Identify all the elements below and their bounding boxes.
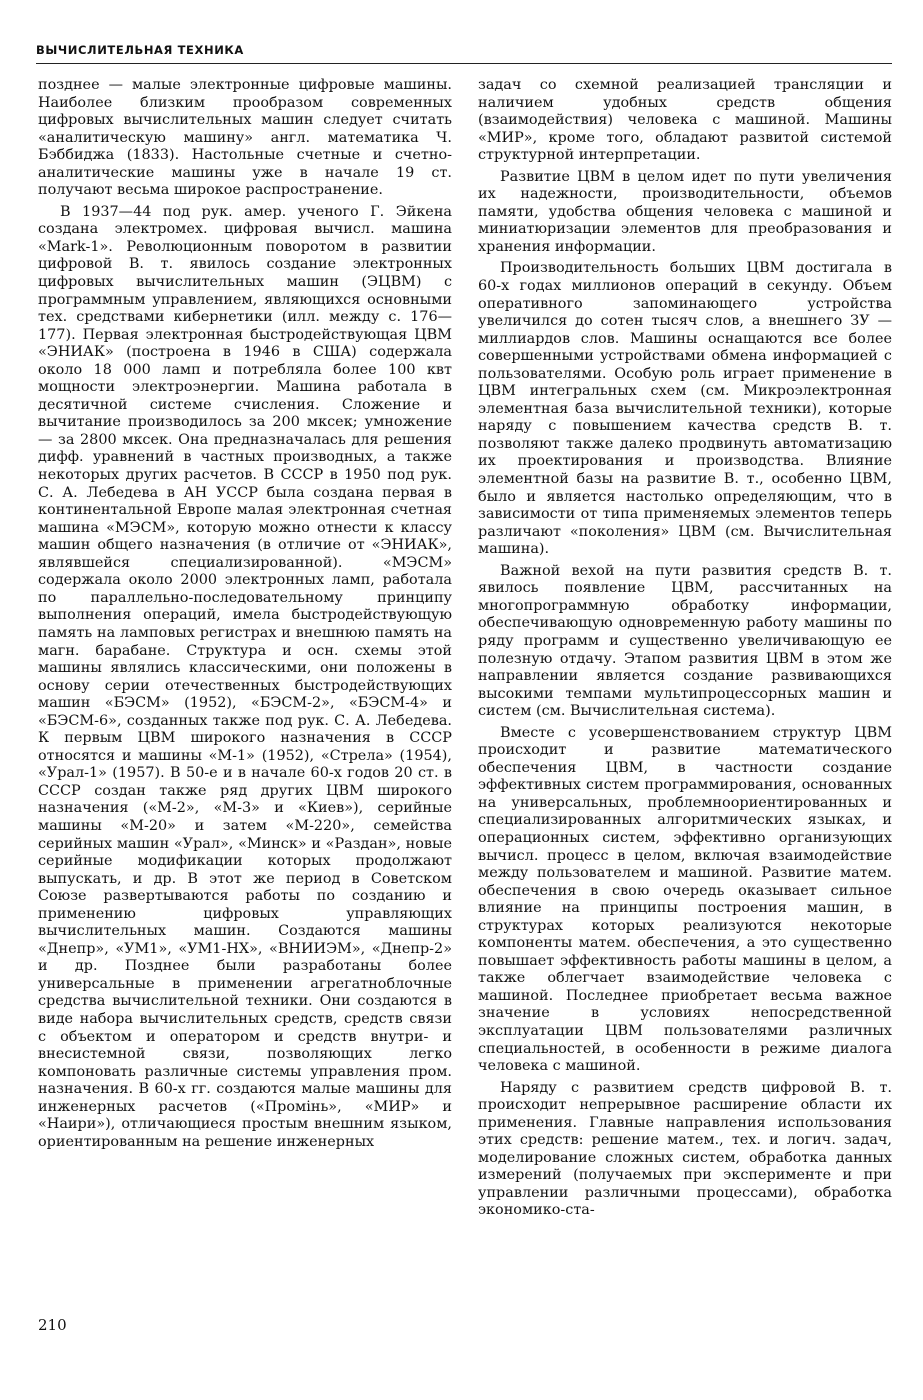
paragraph: Развитие ЦВМ в целом идет по пути увеличения их надежности, производительности, объемов памяти, удобства общения человека с машиной и миниатюризации элементов для преобразования и хранения информации. [478, 168, 892, 255]
page-number: 210 [38, 1316, 67, 1334]
paragraph: Наряду с развитием средств цифровой В. т. происходит непрерывное расширение области их применения. Главные направления использования этих средств: решение матем., тех. и логич. задач, моделирование сложных систем, обработка данных измерений (получаемых при эксперименте и при управлении различными процессами), обработка экономико-ста- [478, 1079, 892, 1219]
left-column [38, 77, 452, 1151]
paragraph: В 1937—44 под рук. амер. ученого Г. Эйкена создана электромех. цифровая вычисл. машина «Mark-1». Революционным поворотом в развитии цифровой В. т. явилось создание электронных цифровых вычислительных машин (ЭЦВМ) с программным управлением, являющихся основными тех. средствами кибернетики (илл. между с. 176—177). Первая электронная быстродействующая ЦВМ «ЭНИАК» (построена в 1946 в США) содержала около 18 000 ламп и потребляла более 100 квт мощности электроэнергии. Машина работала в десятичной системе счисления. Сложение и вычитание производилось за 200 мксек; умножение — за 2800 мксек. Она предназначалась для решения дифф. уравнений в частных производных, а также некоторых других расчетов. В СССР в 1950 под рук. С. А. Лебедева в АН УССР была создана первая в континентальной Европе малая электронная счетная машина «МЭСМ», которую можно отнести к классу машин общего назначения (в отличие от «ЭНИАК», являвшейся специализированной). «МЭСМ» содержала около 2000 электронных ламп, работала по параллельно-последовательному принципу выполнения операций, имела быстродействующую память на ламповых регистрах и внешнюю память на магн. барабане. Структура и осн. схемы этой машины являлись классическими, они положены в основу серии отечественных быстродействующих машин «БЭСМ» (1952), «БЭСМ-2», «БЭСМ-4» и «БЭСМ-6», созданных также под рук. С. А. Лебедева. К первым ЦВМ широкого назначения в СССР относятся и машины «М-1» (1952), «Стрела» (1954), «Урал-1» (1957). В 50-е и в начале 60-х годов 20 ст. в СССР создан также ряд других ЦВМ широкого назначения («М-2», «М-3» и «Киев»), серийные машины «М-20» и затем «М-220», семейства серийных машин «Урал», «Минск» и «Раздан», новые серийные модификации которых продолжают выпускать, и др. В этот же период в Советском Союзе развертываются работы по созданию и применению цифровых управляющих вычислительных машин. Создаются машины «Днепр», «УМ1», «УМ1-НХ», «ВНИИЭМ», «Днепр-2» и др. Позднее были разработаны более универсальные в применении агрегатноблочные средства вычислительной техники. Они создаются в виде набора вычислительных средств, средств связи с объектом и оператором и средств внутри- и внесистемной связи, позволяющих легко компоновать различные системы управления пром. назначения. В 60-х гг. создаются малые машины для инженерных расчетов («Промінь», «МИР» и «Наири»), отличающиеся простым внешним языком, ориентированным на решение инженерных [38, 203, 452, 1150]
running-title: ВЫЧИСЛИТЕЛЬНАЯ ТЕХНИКА [36, 43, 244, 57]
paragraph: позднее — малые электронные цифровые машины. Наиболее близким прообразом современных цифровых вычислительных машин следует считать «аналитическую машину» англ. математика Ч. Бэббиджа (1833). Настольные счетные и счетно-аналитические машины уже в начале 19 ст. получают весьма широкое распространение. [38, 77, 452, 199]
paragraph: Важной вехой на пути развития средств В. т. явилось появление ЦВМ, рассчитанных на многопрограммную обработку информации, обеспечивающую одновременную работу машины по ряду программ и существенно увеличивающую ее полезную отдачу. Этапом развития ЦВМ в этом же направлении является создание развивающихся высокими темпами мультипроцессорных машин и систем (см. Вычислительная система). [478, 562, 892, 720]
paragraph: задач со схемной реализацией трансляции и наличием удобных средств общения (взаимодействия) человека с машиной. Машины «МИР», кроме того, обладают развитой системой структурной интерпретации. [478, 77, 892, 164]
right-column [478, 77, 892, 1220]
header-rule [36, 63, 892, 64]
paragraph: Производительность больших ЦВМ достигала в 60-х годах миллионов операций в секунду. Объем оперативного запоминающего устройства увеличился до сотен тысяч слов, а внешнего ЗУ — миллиардов слов. Машины оснащаются все более совершенными устройствами обмена информацией с пользователями. Особую роль играет применение в ЦВМ интегральных схем (см. Микроэлектронная элементная база вычислительной техники), которые наряду с повышением качества средств В. т. позволяют также далеко продвинуть автоматизацию их проектирования и производства. Влияние элементной базы на развитие В. т., особенно ЦВМ, было и является настолько определяющим, что в зависимости от типа применяемых элементов теперь различают «поколения» ЦВМ (см. Вычислительная машина). [478, 260, 892, 558]
paragraph: Вместе с усовершенствованием структур ЦВМ происходит и развитие математического обеспечения ЦВМ, в частности создание эффективных систем программирования, основанных на универсальных, проблемноориентированных и специализированных алгоритмических языках, и операционных систем, эффективно организующих вычисл. процесс в целом, включая взаимодействие между пользователем и машиной. Развитие матем. обеспечения в свою очередь оказывает сильное влияние на принципы построения машин, в структурах которых реализуются некоторые компоненты матем. обеспечения, а это существенно повышает эффективность работы машины в целом, а также облегчает взаимодействие человека с машиной. Последнее приобретает весьма важное значение в условиях непосредственной эксплуатации ЦВМ пользователями различных специальностей, в особенности в режиме диалога человека с машиной. [478, 724, 892, 1075]
